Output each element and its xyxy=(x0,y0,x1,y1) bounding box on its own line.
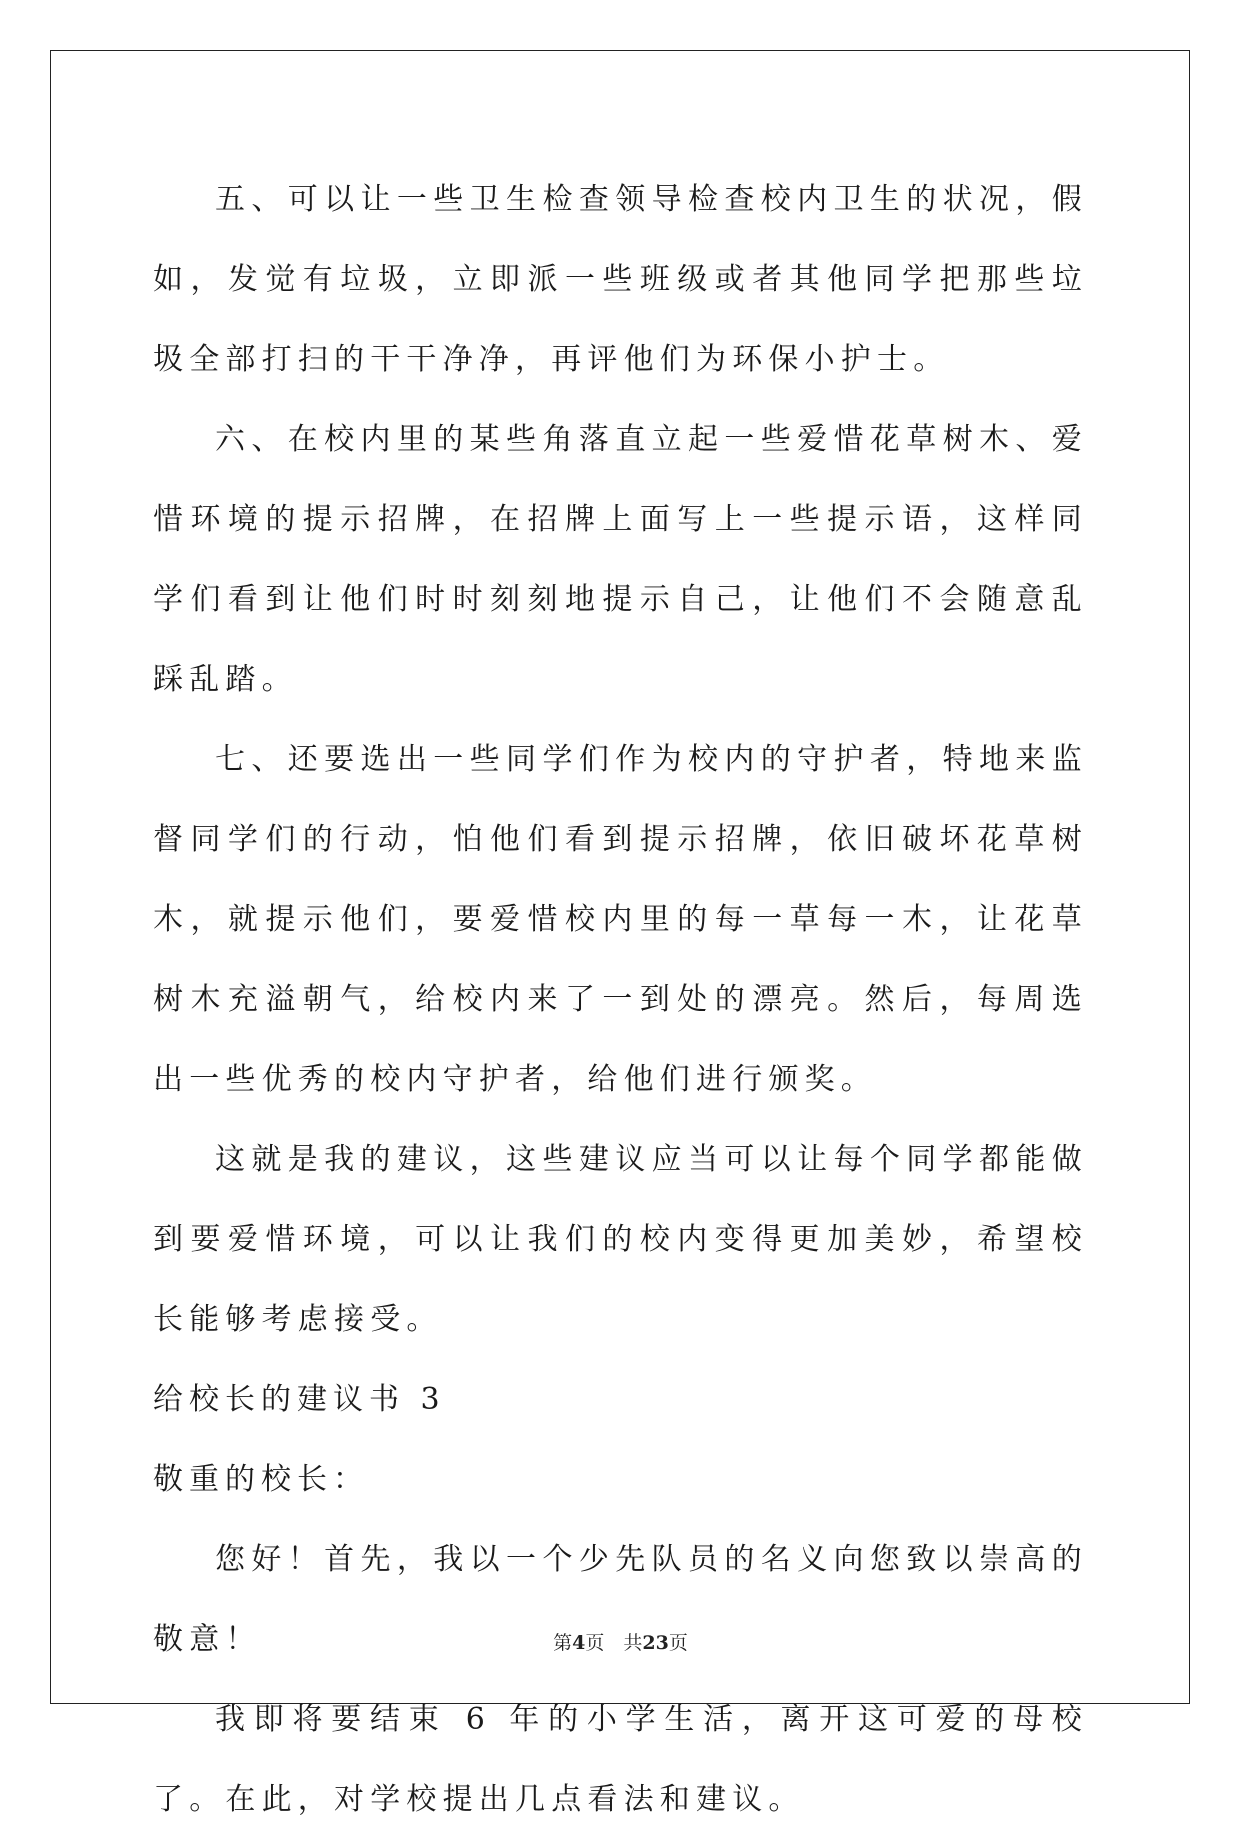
letter-intro: 我即将要结束 6 年的小学生活，离开这可爱的母校了。在此，对学校提出几点看法和建议。 xyxy=(153,1702,1088,1817)
paragraph-item-7: 七、还要选出一些同学们作为校内的守护者，特地来监督同学们的行动，怕他们看到提示招牌，依旧破坏花草树木，就提示他们，要爱惜校内里的每一草每一木，让花草树木充溢朝气，给校内来了一到处的漂亮。然后，每周选出一些优秀的校内守护者，给他们进行颁奖。 xyxy=(153,742,1088,1097)
section-title: 给校长的建议书 3 xyxy=(153,1382,446,1417)
salutation: 敬重的校长： xyxy=(153,1462,369,1497)
paragraph-conclusion: 这就是我的建议，这些建议应当可以让每个同学都能做到要爱惜环境，可以让我们的校内变得更加美妙，希望校长能够考虑接受。 xyxy=(153,1142,1088,1337)
page-number-total: 23 xyxy=(642,1632,669,1654)
paragraph-item-6: 六、在校内里的某些角落直立起一些爱惜花草树木、爱惜环境的提示招牌，在招牌上面写上一些提示语，这样同学们看到让他们时时刻刻地提示自己，让他们不会随意乱踩乱踏。 xyxy=(153,422,1088,697)
page-footer xyxy=(0,1628,1241,1655)
footer-mid: 页 共 xyxy=(585,1632,643,1654)
page-number-current: 4 xyxy=(572,1632,586,1654)
footer-prefix: 第 xyxy=(553,1632,573,1654)
letter-greeting: 您好！首先，我以一个少先队员的名义向您致以崇高的敬意！ xyxy=(153,1542,1088,1657)
footer-suffix: 页 xyxy=(668,1632,688,1654)
paragraph-item-5: 五、可以让一些卫生检查领导检查校内卫生的状况，假如，发觉有垃圾，立即派一些班级或者其他同学把那些垃圾全部打扫的干干净净，再评他们为环保小护士。 xyxy=(153,182,1088,377)
document-body xyxy=(153,160,1088,1840)
